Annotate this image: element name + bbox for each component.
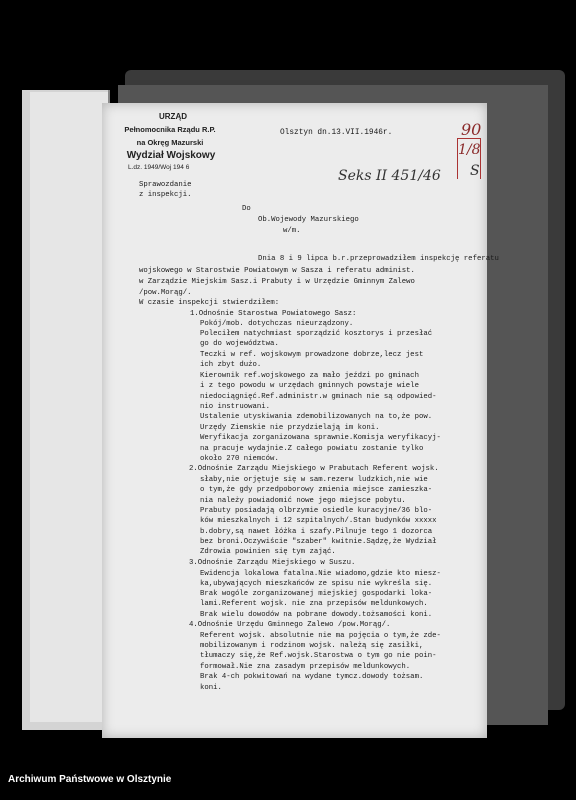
body-line: około 270 niemców. bbox=[200, 455, 279, 463]
body-line: 1.Odnośnie Starostwa Powiatowego Sasz: bbox=[190, 310, 357, 318]
body-line: go do województwa. bbox=[200, 340, 279, 348]
folio-fraction: 1/8 bbox=[458, 142, 481, 158]
body-line: 4.Odnośnie Urzędu Gminnego Zalewo /pow.Morąg/. bbox=[189, 621, 391, 629]
footer-bar bbox=[0, 758, 576, 800]
body-line: Teczki w ref. wojskowym prowadzone dobrze,lecz jest bbox=[200, 351, 424, 359]
body-line: tłumaczy się,że Ref.wojsk.Starostwa o tym go nie poin- bbox=[200, 652, 437, 660]
body-line: Pokój/mob. dotychczas nieurządzony. bbox=[200, 320, 354, 328]
body-line: Brak wogóle zorganizowanej miejskiej gospodarki loka- bbox=[200, 590, 433, 598]
body-line: bez broni.Oczywiście "szaber" kwitnie.Sądzę,że Wydział bbox=[200, 538, 437, 546]
body-line: w Zarządzie Miejskim Sasz.i Prabuty i w Urzędzie Gminnym Zalewo bbox=[139, 278, 415, 286]
archive-name: Archiwum Państwowe w Olsztynie bbox=[8, 774, 172, 785]
body-line: i z tego powodu w urzędach gminnych powstaje wiele bbox=[200, 382, 419, 390]
addressee-to: Do bbox=[242, 205, 251, 213]
body-line: W czasie inspekcji stwierdziłem: bbox=[139, 299, 280, 307]
reference-number: Seks II 451/46 bbox=[338, 168, 441, 184]
stamp-line: Pełnomocnika Rządu R.P. bbox=[124, 125, 216, 134]
stamp-line: L.dz. 1949/Woj 194 6 bbox=[128, 164, 190, 171]
body-line: niedociągnięć.Ref.administr.w gminach nie są odpowied- bbox=[200, 393, 437, 401]
body-line: Ewidencja lokalowa fatalna.Nie wiadomo,gdzie kto miesz- bbox=[200, 570, 441, 578]
stamp-line: na Okręg Mazurski bbox=[136, 138, 204, 147]
body-line: Ustalenie utyskiwania zdemobilizowanych na to,że pow. bbox=[200, 413, 433, 421]
body-line: lami.Referent wojsk. nie zna przepisów meldunkowych. bbox=[200, 600, 428, 608]
body-line: Brak 4-ch pokwitowań na wydane tymcz.dowody tożsam. bbox=[200, 673, 424, 681]
body-line: mobilizowanym i rodzinom wojsk. należą się zasiłki, bbox=[200, 642, 424, 650]
body-line: 2.Odnośnie Zarządu Miejskiego w Prabutach Referent wojsk. bbox=[189, 465, 439, 473]
stamp-line: Wydział Wojskowy bbox=[126, 150, 216, 161]
folio-number: 90 bbox=[461, 120, 482, 139]
subject-line: z inspekcji. bbox=[139, 191, 192, 199]
binder-page-stack bbox=[30, 92, 108, 722]
body-line: wojskowego w Starostwie Powiatowym w Sasza i referatu administ. bbox=[139, 267, 415, 275]
body-line: ich zbyt dużo. bbox=[200, 361, 262, 369]
body-line: Poleciłem natychmiast sporządzić kosztorys i przesłać bbox=[200, 330, 433, 338]
subject-line: Sprawozdanie bbox=[139, 181, 192, 189]
body-line: nia należy powiadomić nowe jego miejsce pobytu. bbox=[200, 497, 406, 505]
body-line: Brak wielu dowodów na pobrane dowody.tożsamości koni. bbox=[200, 611, 433, 619]
body-line: Weryfikacja zorganizowana sprawnie.Komisja weryfikacyj- bbox=[200, 434, 441, 442]
place-date: Olsztyn dn.13.VII.1946r. bbox=[280, 129, 393, 137]
addressee-name: Ob.Wojewody Mazurskiego bbox=[258, 216, 359, 224]
stamp-line: URZĄD bbox=[159, 112, 187, 121]
body-line: koni. bbox=[200, 684, 222, 692]
body-line: Prabuty posiadają olbrzymie osiedle kuracyjne/36 blo- bbox=[200, 507, 433, 515]
body-line: słaby,nie orjętuje się w sam.rezerw ludzkich,nie wie bbox=[200, 476, 428, 484]
body-line: b.dobry,są nawet łóżka i szafy.Pilnuje tego 1 dozorca bbox=[200, 528, 433, 536]
body-line: ków mieszkalnych i 12 szpitalnych/.Stan budynków xxxxx bbox=[200, 517, 437, 525]
handwritten-mark: S bbox=[470, 163, 480, 179]
body-line: 3.Odnośnie Zarządu Miejskiego w Suszu. bbox=[189, 559, 356, 567]
body-line: Kierownik ref.wojskowego za mało jeździ po gminach bbox=[200, 372, 419, 380]
body-line: Referent wojsk. absolutnie nie ma pojęcia o tym,że zde- bbox=[200, 632, 441, 640]
body-line: Dnia 8 i 9 lipca b.r.przeprowadziłem inspekcję referatu bbox=[258, 255, 499, 263]
body-line: na pracuje wydajnie.Z całego powiatu zostanie tylko bbox=[200, 445, 424, 453]
addressee-place: w/m. bbox=[283, 227, 301, 235]
body-line: Zdrowia powinien się tym zająć. bbox=[200, 548, 336, 556]
body-line: formował.Nie zna zasadym przepisów meldunkowych. bbox=[200, 663, 411, 671]
body-line: Urzędy Ziemskie nie przydzielają im koni. bbox=[200, 424, 380, 432]
body-line: nio instruowani. bbox=[200, 403, 271, 411]
body-line: o tym,że gdy przedpoborowy zmienia miejsce zamieszka- bbox=[200, 486, 433, 494]
body-line: ka,ubywających mieszkańców ze spisu nie wykreśla się. bbox=[200, 580, 433, 588]
body-line: /pow.Morąg/. bbox=[139, 289, 192, 297]
